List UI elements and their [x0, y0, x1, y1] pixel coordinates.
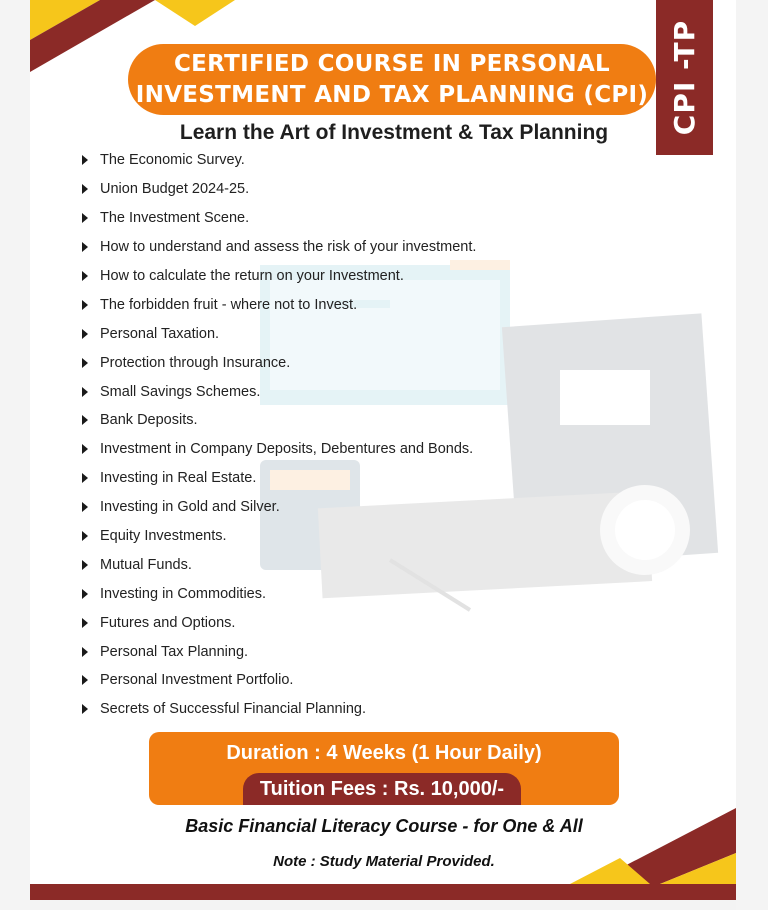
- topic-text: Investment in Company Deposits, Debentures and Bonds.: [100, 441, 474, 458]
- list-item: [82, 435, 476, 464]
- topic-text: Bank Deposits.: [100, 412, 198, 429]
- list-item: [82, 233, 476, 262]
- course-title-banner: [128, 44, 656, 115]
- bullet-triangle-icon: [82, 502, 88, 512]
- bullet-triangle-icon: [82, 387, 88, 397]
- topic-text: Secrets of Successful Financial Planning.: [100, 701, 366, 718]
- bullet-triangle-icon: [82, 560, 88, 570]
- topic-text: Union Budget 2024-25.: [100, 181, 250, 198]
- bullet-triangle-icon: [82, 358, 88, 368]
- list-item: [82, 146, 476, 175]
- bullet-triangle-icon: [82, 473, 88, 483]
- topic-text: Personal Taxation.: [100, 325, 220, 342]
- list-item: [82, 522, 476, 551]
- bullet-triangle-icon: [82, 300, 88, 310]
- course-subtitle: Learn the Art of Investment & Tax Planning: [179, 121, 609, 144]
- bullet-triangle-icon: [82, 618, 88, 628]
- bullet-triangle-icon: [82, 444, 88, 454]
- course-tagline: Basic Financial Literacy Course - for One & All: [185, 816, 583, 836]
- list-item: [82, 579, 476, 608]
- list-item: [82, 377, 476, 406]
- bullet-triangle-icon: [82, 675, 88, 685]
- left-margin: [0, 0, 30, 910]
- list-item: [82, 262, 476, 291]
- bullet-triangle-icon: [82, 155, 88, 165]
- topic-text: Personal Tax Planning.: [100, 643, 249, 660]
- list-item: [82, 406, 476, 435]
- bottom-bar: [30, 884, 736, 900]
- course-title-line-1: CERTIFIED COURSE IN PERSONAL: [173, 50, 610, 77]
- list-item: [82, 695, 476, 724]
- bullet-triangle-icon: [82, 213, 88, 223]
- course-title-line-2: INVESTMENT AND TAX PLANNING (CPI): [135, 81, 649, 108]
- list-item: [82, 319, 476, 348]
- topic-text: The Economic Survey.: [100, 152, 245, 169]
- bullet-triangle-icon: [82, 647, 88, 657]
- bullet-triangle-icon: [82, 329, 88, 339]
- topic-text: Small Savings Schemes.: [100, 383, 261, 400]
- topic-text: How to understand and assess the risk of your investment.: [100, 239, 477, 256]
- list-item: [82, 290, 476, 319]
- tuition-fees-badge: Tuition Fees : Rs. 10,000/-: [243, 773, 521, 805]
- list-item: [82, 493, 476, 522]
- bullet-triangle-icon: [82, 242, 88, 252]
- study-material-note: Note : Study Material Provided.: [273, 853, 495, 870]
- list-item: [82, 608, 476, 637]
- list-item: [82, 550, 476, 579]
- bullet-triangle-icon: [82, 271, 88, 281]
- bullet-triangle-icon: [82, 415, 88, 425]
- topic-text: Protection through Insurance.: [100, 354, 291, 371]
- bullet-triangle-icon: [82, 531, 88, 541]
- course-flyer: [30, 0, 736, 900]
- topic-text: Personal Investment Portfolio.: [100, 672, 294, 689]
- topic-text: Mutual Funds.: [100, 556, 192, 573]
- list-item: [82, 666, 476, 695]
- bullet-triangle-icon: [82, 704, 88, 714]
- list-item: [82, 204, 476, 233]
- bullet-triangle-icon: [82, 184, 88, 194]
- list-item: [82, 175, 476, 204]
- list-item: [82, 348, 476, 377]
- topic-text: Equity Investments.: [100, 528, 227, 545]
- right-margin: [736, 0, 768, 910]
- bullet-triangle-icon: [82, 589, 88, 599]
- topic-text: How to calculate the return on your Investment.: [100, 268, 404, 284]
- topic-text: Investing in Real Estate.: [100, 470, 257, 487]
- topic-text: The Investment Scene.: [100, 210, 250, 227]
- topics-list: [82, 146, 476, 724]
- list-item: [82, 464, 476, 493]
- duration-box: [149, 732, 619, 805]
- topic-text: The forbidden fruit - where not to Invest.: [100, 296, 358, 313]
- course-code-tab: [656, 0, 713, 155]
- topic-text: Investing in Commodities.: [100, 585, 267, 602]
- list-item: [82, 637, 476, 666]
- topic-text: Investing in Gold and Silver.: [100, 499, 280, 516]
- topic-text: Futures and Options.: [100, 614, 236, 631]
- duration-text: Duration : 4 Weeks (1 Hour Daily): [226, 742, 542, 764]
- course-code-label: CPI -TP: [668, 19, 701, 136]
